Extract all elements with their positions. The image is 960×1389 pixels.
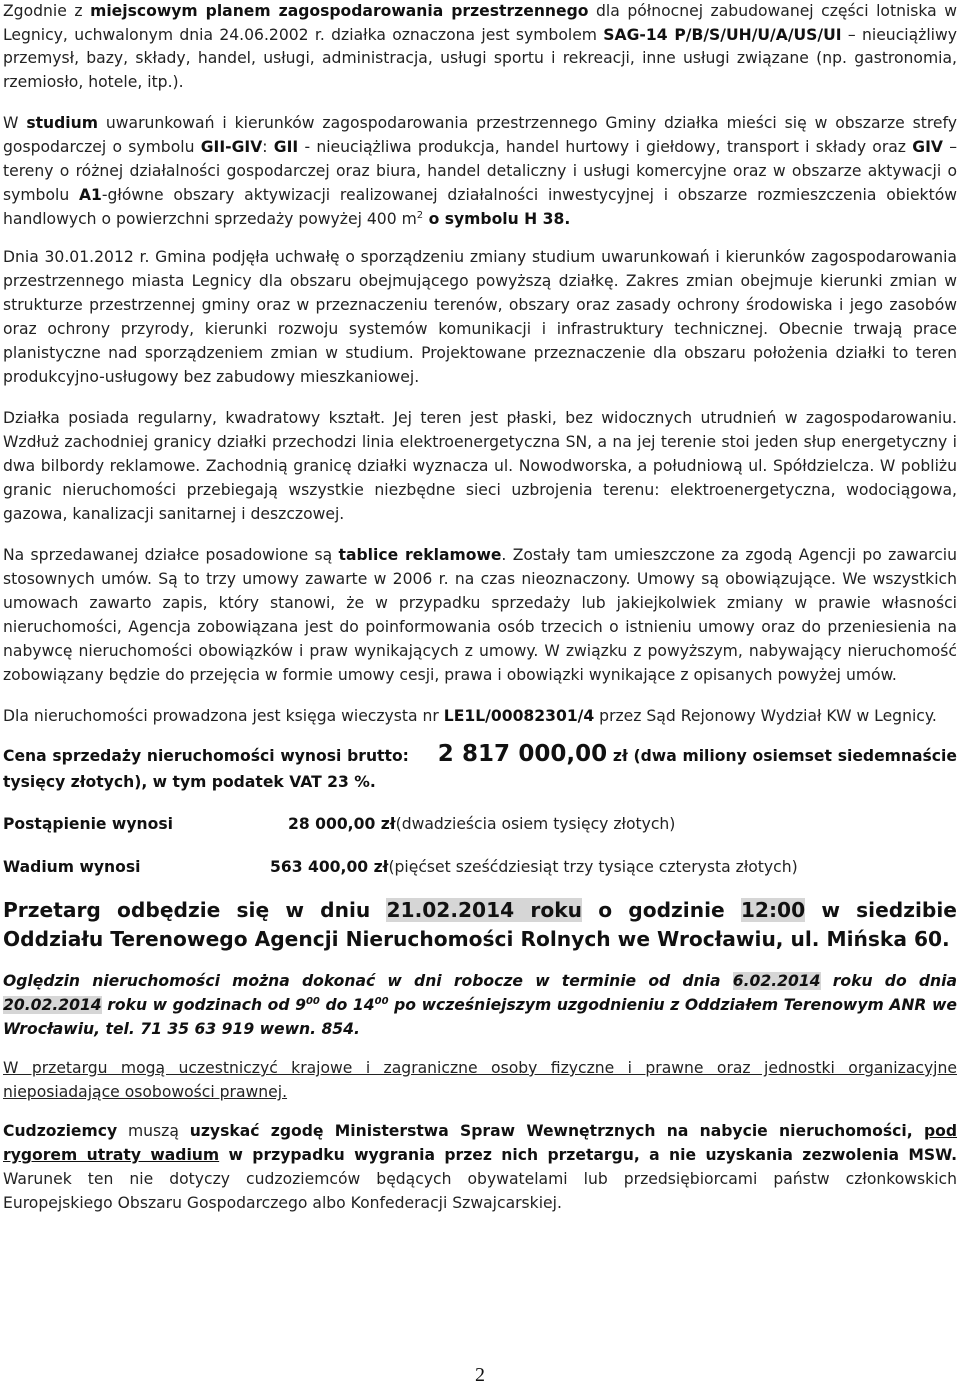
page-number: 2	[475, 1364, 485, 1386]
text: . Zostały tam umieszczone za zgodą Agencji po zawarciu stosownych umów. Są to trzy umowy zawarte w 2006 r. na czas nieoznaczony. Umowy są obowiązujące. We wszystkich umowach zawarto zapis, który stanowi, że w przypadku sprzedaży lub jakiejkolwiek zmiany w prawie własności nieruchomości, Agencja zobowiązana jest do poinformowania osób trzecich o istnieniu umowy oraz do przeniesienia na nabywcę nieruchomości obowiązków i praw wynikających z umowy. W związku z powyższym, nabywający nieruchomość zobowiązany będzie do przejęcia w formie umowy cesji, prawa i obowiązki wynikające z opisanych powyżej umów.	[3, 546, 958, 684]
text: Oględzin nieruchomości można dokonać w dni robocze w terminie od dnia	[3, 972, 733, 990]
billboards-term: tablice reklamowe	[338, 546, 502, 564]
text: W	[3, 114, 27, 132]
bid-increment-row	[3, 812, 957, 836]
study-change-paragraph: Dnia 30.01.2012 r. Gmina podjęła uchwałę o sporządzeniu zmiany studium uwarunkowań i kierunków zagospodarowania przestrzennego miasta Legnicy dla obszaru obejmującego powyższą działkę. Zakres zmian obejmuje kierunki zmian w strukturze przestrzennej gminy oraz w przeznaczeniu terenów, obszary oraz zasady ochrony środowiska i jego zasobów oraz ochrony przyrody, kierunki rozwoju systemów komunikacji i infrastruktury technicznej. Obecnie trwają prace planistyczne nad sporządzeniem zmian w studium. Projektowane przeznaczenie dla obszaru położenia działki to teren produkcyjno-usługowy bez zabudowy mieszkaniowej.	[3, 248, 957, 386]
price-label: Cena sprzedaży nieruchomości wynosi brutto:	[3, 747, 409, 765]
land-register-number: LE1L/00082301/4	[443, 707, 595, 725]
zone-symbol: GII	[273, 138, 299, 156]
text: uwarunkowań i kierunków zagospodarowania przestrzennego Gminy działka mieści się w obszarze strefy gospodarczej o symbolu	[3, 114, 957, 156]
text: :	[262, 138, 274, 156]
auction-date: 21.02.2014 roku	[386, 898, 583, 922]
study-term: studium	[26, 114, 99, 132]
document-page	[3, 0, 957, 1215]
foreigners-paragraph	[3, 1119, 957, 1215]
study-paragraph	[3, 111, 957, 231]
foreigners-term: Cudzoziemcy	[3, 1122, 118, 1140]
zone-symbol: o symbolu H 38.	[423, 210, 571, 228]
zone-symbol: A1	[78, 186, 102, 204]
text: roku w godzinach od 9	[101, 996, 306, 1014]
text: Przetarg odbędzie się w dniu	[3, 898, 387, 922]
text: uzyskać zgodę Ministerstwa Spraw Wewnętrznych na nabycie nieruchomości,	[189, 1122, 924, 1140]
bid-increment-value: 28 000,00 zł	[288, 815, 396, 833]
auction-time: 12:00	[740, 898, 806, 922]
text: Dla nieruchomości prowadzona jest księga wieczysta nr	[3, 707, 444, 725]
viewing-end-date: 20.02.2014	[3, 996, 102, 1014]
text: – nieuciążliwy przemysł, bazy, składy, handel, usługi, administracja, usługi sportu i rekreacji, inne usługi związane (np. gastronomia, rzemiosło, hotele, itp.).	[3, 25, 957, 91]
text: po wcześniejszym uzgodnieniu z Oddziałem Terenowym ANR we Wrocławiu, tel. 71 35 63 919 wewn. 854.	[3, 996, 957, 1038]
text: Na sprzedawanej działce posadowione są	[3, 546, 339, 564]
superscript: 2	[416, 209, 424, 221]
price-paragraph	[3, 741, 957, 795]
viewing-start-date: 6.02.2014	[732, 972, 821, 990]
text: – tereny o różnej działalności gospodarczej oraz biura, handel detaliczny i usługi komercyjne oraz w obszarze aktywacji o symbolu	[3, 138, 957, 204]
superscript: 00	[374, 995, 389, 1007]
text: -główne obszary aktywizacji realizowanej działalności inwestycyjnej i obszarze rozmieszczenia obiektów handlowych o powierzchni sprzedaży powyżej 400 m	[3, 186, 958, 228]
plot-symbol: SAG-14 P/B/S/UH/U/A/US/UI	[603, 25, 842, 44]
text: - nieuciążliwa produkcja, handel hurtowy i giełdowy, transport i składy oraz	[298, 138, 913, 156]
plot-description-paragraph: Działka posiada regularny, kwadratowy kształt. Jej teren jest płaski, bez widocznych utrudnień w zagospodarowaniu. Wzdłuż zachodniej granicy działki przechodzi linia elektroenergetyczna SN, a na jej terenie stoi jeden słup energetyczny i dwa bilbordy reklamowe. Zachodnią granicę działki wyznacza ul. Nowodworska, a południową ul. Spółdzielcza. W pobliżu granic nieruchomości przebiegają wszystkie niezbędne sieci uzbrojenia terenu: elektroenergetyczna, wodociągowa, gazowa, kanalizacji sanitarnej i deszczowej.	[3, 409, 957, 523]
text: roku do dnia	[820, 972, 957, 990]
text: Warunek ten nie dotyczy cudzoziemców będących obywatelami lub przedsiębiorcami państw członkowskich Europejskiego Obszaru Gospodarczego albo Konfederacji Szwajcarskiej.	[3, 1170, 957, 1212]
deposit-value: 563 400,00 zł	[270, 858, 389, 876]
bid-increment-label: Postąpienie wynosi	[3, 815, 173, 833]
billboards-paragraph	[3, 543, 957, 687]
text: muszą	[117, 1122, 190, 1140]
penalty-clause: pod rygorem utraty wadium	[3, 1122, 958, 1164]
text: w przypadku wygrania przez nich przetargu, a nie uzyskania zezwolenia MSW.	[219, 1146, 957, 1164]
text: o godzinie	[582, 898, 741, 922]
auction-paragraph	[3, 896, 957, 954]
text: Zgodnie z	[3, 2, 91, 20]
deposit-words: (pięćset sześćdziesiąt trzy tysiące czterysta złotych)	[388, 858, 798, 876]
zoning-plan-paragraph	[3, 0, 957, 94]
viewing-paragraph	[3, 969, 957, 1041]
eligibility-paragraph: W przetargu mogą uczestniczyć krajowe i zagraniczne osoby fizyczne i prawne oraz jednostki organizacyjne nieposiadające osobowości prawnej.	[3, 1059, 957, 1101]
zoning-plan-term: miejscowym planem zagospodarowania przestrzennego	[90, 2, 589, 20]
superscript: 00	[305, 995, 320, 1007]
zone-symbol: GIV	[912, 138, 943, 156]
zone-symbol: GII-GIV	[200, 138, 263, 156]
text: w siedzibie Oddziału Terenowego Agencji Nieruchomości Rolnych we Wrocławiu, ul. Mińska 60.	[3, 898, 957, 951]
deposit-label: Wadium wynosi	[3, 858, 141, 876]
bid-increment-words: (dwadzieścia osiem tysięcy złotych)	[395, 815, 676, 833]
price-words: zł (dwa miliony osiemset siedemnaście tysięcy złotych), w tym podatek VAT 23 %.	[3, 747, 957, 791]
text: dla północnej zabudowanej części lotniska w Legnicy, uchwalonym dnia 24.06.2002 r. działka oznaczona jest symbolem	[3, 2, 958, 44]
text: do 14	[319, 996, 375, 1014]
deposit-row	[3, 855, 957, 879]
price-amount: 2 817 000,00	[437, 741, 608, 767]
land-register-paragraph	[3, 704, 957, 728]
text: przez Sąd Rejonowy Wydział KW w Legnicy.	[594, 707, 937, 725]
